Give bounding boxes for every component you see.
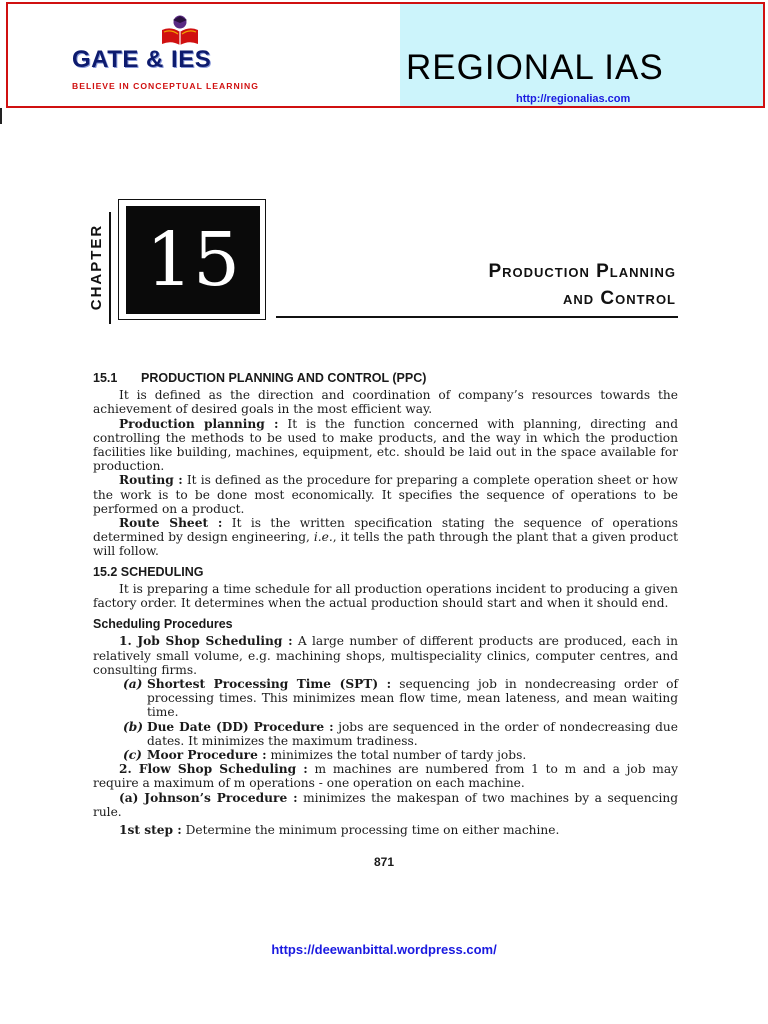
institute-panel (400, 4, 763, 106)
chapter-label: CHAPTER (88, 223, 105, 311)
term-text: Determine the minimum processing time on either machine. (181, 823, 560, 838)
paragraph-first-step (93, 823, 678, 837)
list-item-due-date (93, 720, 678, 748)
header-banner (6, 2, 765, 108)
paragraph-route-sheet (93, 516, 678, 559)
term-label: 1. Job Shop Scheduling : (119, 634, 293, 649)
term-text: minimizes the makespan of two machines by a sequencing rule. (93, 790, 678, 819)
chapter-title-line-2: and Control (562, 288, 676, 309)
list-item-moor (93, 748, 678, 762)
chapter-number: 15 (126, 206, 260, 314)
paragraph-routing (93, 473, 678, 516)
title-underline (276, 316, 678, 318)
brand-tagline: BELIEVE IN CONCEPTUAL LEARNING (72, 81, 259, 91)
chapter-title-line-1: Production Planning (488, 261, 676, 282)
footer-url-link[interactable]: https://deewanbittal.wordpress.com/ (271, 942, 497, 957)
section-heading-15-2: 15.2 SCHEDULING (93, 564, 204, 579)
item-marker: (b) (123, 719, 144, 734)
term-text: jobs are sequenced in the order of nondecreasing due dates. It minimizes the maximum tradiness. (147, 719, 678, 748)
institute-name: REGIONAL IAS (406, 48, 664, 87)
term-text: It is the written specification stating the sequence of operations determined by design engineering, (93, 516, 679, 545)
section-number: 15.1 (93, 371, 118, 385)
term-text: minimizes the total number of tardy jobs. (266, 748, 527, 763)
paragraph-johnson (93, 791, 678, 819)
institute-url-link[interactable]: http://regionalias.com (516, 93, 631, 105)
brand-panel (8, 4, 400, 106)
subheading-scheduling-procedures: Scheduling Procedures (93, 617, 233, 632)
page-number: 871 (373, 855, 395, 869)
term-label: (a) Johnson’s Procedure : (119, 790, 298, 805)
term-label: Route Sheet : (119, 516, 223, 531)
item-marker: (c) (123, 748, 142, 763)
brand-name: GATE & IES (72, 46, 212, 73)
margin-tick (0, 108, 2, 124)
graduate-reader-logo-icon (160, 14, 200, 48)
term-label: Moor Procedure : (147, 748, 267, 763)
term-text: It is the function concerned with planning, directing and controlling the methods to be used to make products, and the way in which the production facilities like building, machines, equipment, etc. should be laid out in the space available for production. (93, 416, 678, 474)
paragraph-job-shop (93, 634, 678, 677)
term-text: , it tells the path through the plant that a given product will follow. (93, 530, 678, 559)
term-text: m machines are numbered from 1 to m and a job may require a maximum of m operations - one operation on each machine. (93, 762, 678, 791)
term-text: It is defined as the procedure for preparing a complete operation sheet or how the work is to be done most economically. It specifies the sequence of operations to be performed on a product. (93, 473, 678, 516)
section-title: PRODUCTION PLANNING AND CONTROL (PPC) (141, 371, 427, 385)
term-text: A large number of different products are produced, each in relatively small volume, e.g. machining shops, multispeciality clinics, computer centres, and consulting firms. (93, 634, 678, 677)
list-item-spt (93, 677, 678, 720)
term-label: Production planning : (119, 416, 279, 431)
paragraph-ppc-definition: It is defined as the direction and coordination of company’s resources towards the achievement of desired goals in the most efficient way. (93, 388, 678, 417)
item-marker: (a) (123, 677, 143, 692)
term-label: 1st step : (119, 823, 182, 838)
paragraph-production-planning (93, 417, 678, 474)
term-text: sequencing job in nondecreasing order of processing times. This minimizes mean flow time, mean lateness, and mean waiting time. (147, 677, 678, 720)
chapter-title (316, 258, 676, 312)
chapter-divider (109, 212, 111, 324)
term-label: Due Date (DD) Procedure : (147, 719, 334, 734)
page-body (93, 371, 678, 837)
term-label: 2. Flow Shop Scheduling : (119, 762, 308, 777)
section-heading-15-1 (93, 371, 678, 385)
term-italic: i.e. (313, 530, 333, 545)
paragraph-flow-shop (93, 762, 678, 790)
paragraph-scheduling-definition: It is preparing a time schedule for all production operations incident to producing a given factory order. It determines when the actual production should start and when it should end. (93, 581, 678, 611)
term-label: Shortest Processing Time (SPT) : (147, 677, 392, 692)
term-label: Routing : (119, 473, 183, 488)
